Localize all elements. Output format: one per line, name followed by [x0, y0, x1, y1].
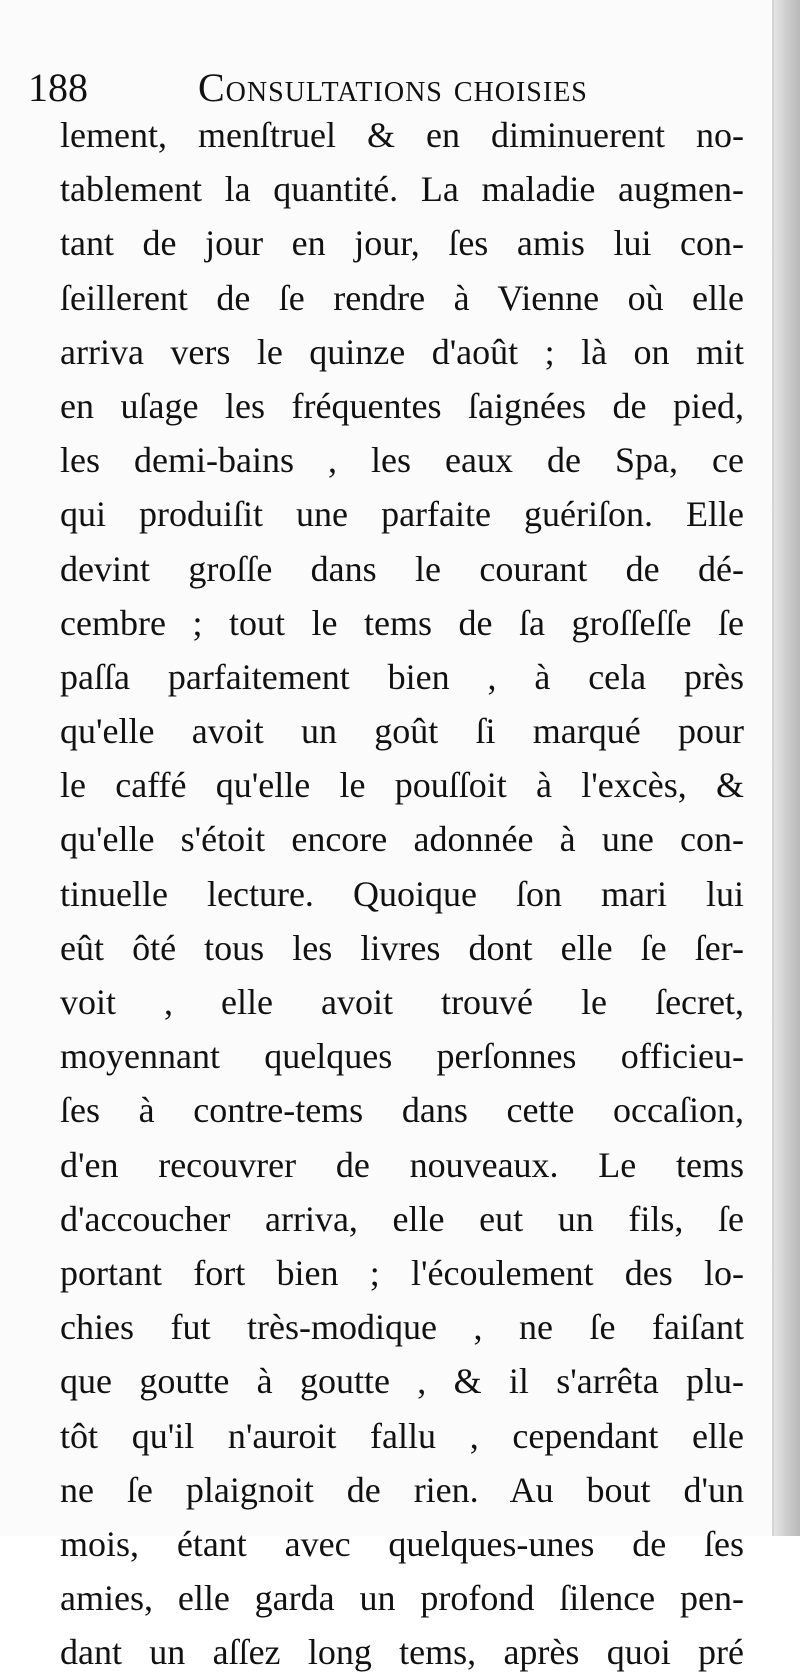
text-line: paſſa parfaitement bien , à cela près — [60, 656, 744, 697]
text-line: lement, menſtruel & en diminuerent no- — [60, 115, 744, 155]
text-line: tablement la quantité. La maladie augmen- — [60, 169, 744, 210]
text-line: ne ſe plaignoit de rien. Au bout d'un — [60, 1469, 744, 1510]
text-line: tôt qu'il n'auroit fallu , cependant elle — [60, 1415, 744, 1456]
text-line: amies, elle garda un profond ſilence pen- — [60, 1578, 744, 1619]
text-line: dant un aſſez long tems, après quoi pré — [60, 1632, 744, 1673]
text-line: eût ôté tous les livres dont elle ſe ſer- — [60, 927, 744, 968]
text-line: arriva vers le quinze d'août ; là on mit — [60, 331, 744, 372]
text-line: chies fut très-modique , ne ſe faiſant — [60, 1307, 744, 1348]
text-line: d'en recouvrer de nouveaux. Le tems — [60, 1144, 744, 1185]
text-line: d'accoucher arriva, elle eut un fils, ſe — [60, 1198, 744, 1239]
text-line: tinuelle lecture. Quoique ſon mari lui — [60, 873, 744, 914]
text-line: les demi-bains , les eaux de Spa, ce — [60, 440, 744, 481]
text-line: qui produiſit une parfaite guériſon. Elle — [60, 494, 744, 535]
running-head: Consultations choisies — [198, 65, 588, 110]
text-line: portant fort bien ; l'écoulement des lo- — [60, 1252, 744, 1293]
text-line: le caffé qu'elle le pouſſoit à l'excès, & — [60, 765, 744, 806]
text-line: ſeillerent de ſe rendre à Vienne où elle — [60, 277, 744, 318]
text-line: tant de jour en jour, ſes amis lui con- — [60, 223, 744, 264]
page-number: 188 — [28, 65, 88, 110]
text-line: cembre ; tout le tems de ſa groſſeſſe ſe — [60, 602, 744, 643]
text-line: que goutte à goutte , & il s'arrêta plu- — [60, 1361, 744, 1402]
text-line: mois, étant avec quelques-unes de ſes — [60, 1523, 744, 1564]
body-text — [60, 108, 744, 1679]
text-line: voit , elle avoit trouvé le ſecret, — [60, 982, 744, 1022]
text-line: devint groſſe dans le courant de dé- — [60, 548, 744, 589]
text-line: qu'elle avoit un goût ſi marqué pour — [60, 711, 744, 752]
text-line: ſes à contre-tems dans cette occaſion, — [60, 1090, 744, 1131]
text-line: en uſage les fréquentes ſaignées de pied, — [60, 385, 744, 426]
text-line: moyennant quelques perſonnes officieu- — [60, 1036, 744, 1077]
text-line: qu'elle s'étoit encore adonnée à une con- — [60, 819, 744, 860]
page-edge-shadow — [774, 0, 800, 1536]
